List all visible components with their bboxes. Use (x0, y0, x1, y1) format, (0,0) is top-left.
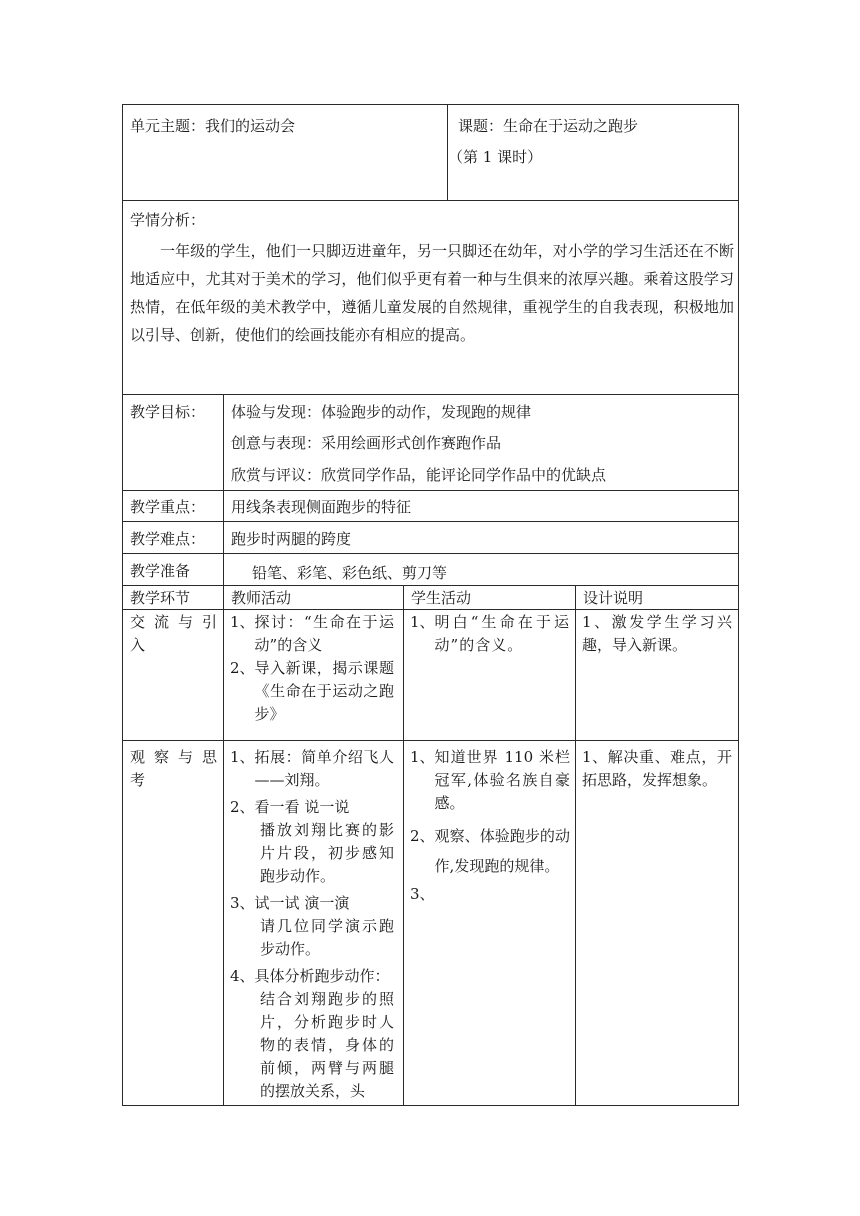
preparation-label: 教学准备 (130, 562, 191, 580)
lesson-period: （第 1 课时） (448, 148, 543, 166)
list-item: 1、 拓展：简单介绍飞人——刘翔。 (230, 748, 394, 789)
col-header-teacher: 教师活动 (231, 589, 292, 607)
table-border (122, 553, 739, 554)
list-item: 3、 试一试 演一演 (230, 894, 350, 912)
row-stage: 观 察 与 思 考 (130, 748, 218, 789)
analysis-label: 学情分析： (130, 211, 206, 229)
analysis-text: 一年级的学生，他们一只脚迈进童年，另一只脚还在幼年，对小学的学习生活还在不断地适应中，尤其对于美术的学习，他们似乎更有着一种与生俱来的浓厚兴趣。乘着这股学习热情，在低年级的美术教学中，遵循儿童发展的自然规律，重视学生的自我表现，积极地加以引导、创新，使他们的绘画技能亦有相应的提高。 (130, 242, 734, 344)
table-border (122, 104, 123, 1106)
goal-item: 欣赏与评议：欣赏同学作品，能评论同学作品中的优缺点 (231, 466, 607, 484)
list-item: 2、 观察、体验跑步的动作,发现跑的规律。 (410, 827, 570, 875)
list-item: 1、 探讨：“生命在于运动”的含义 (230, 613, 394, 654)
unit-theme: 单元主题：我们的运动会 (130, 117, 296, 135)
row-design-note: 1、解决重、难点，开拓思路，发挥想象。 (582, 748, 732, 789)
lesson-plan-table (122, 104, 739, 1106)
lesson-title: 课题：生命在于运动之跑步 (458, 117, 639, 135)
col-header-design: 设计说明 (583, 589, 644, 607)
col-header-stage: 教学环节 (130, 589, 191, 607)
table-border (223, 394, 224, 585)
preparation-text: 铅笔、彩笔、彩色纸、剪刀等 (252, 564, 448, 582)
col-header-student: 学生活动 (411, 589, 472, 607)
table-border (122, 609, 739, 610)
row-stage: 交 流 与 引 入 (130, 613, 218, 654)
table-border (122, 200, 739, 201)
table-border (223, 585, 224, 1105)
difficulty-text: 跑步时两腿的跨度 (231, 530, 352, 548)
row-student-activity (410, 746, 570, 906)
table-border (122, 740, 739, 741)
table-border (122, 585, 739, 586)
table-border (122, 394, 739, 395)
list-item: 2、 导入新课，揭示课题《生命在于运动之跑步》 (230, 659, 394, 723)
list-item: 1、 知道世界 110 米栏冠军,体验名族自豪感。 (410, 748, 570, 812)
list-item: 2、 看一看 说一说 (230, 798, 350, 816)
table-border (575, 585, 576, 1105)
row-design-note: 1、激发学生学习兴趣，导入新课。 (582, 613, 732, 654)
key-point-text: 用线条表现侧面跑步的特征 (231, 498, 412, 516)
key-point-label: 教学重点： (130, 498, 206, 516)
row-student-activity (410, 611, 570, 657)
list-item: 播放刘翔比赛的影片片段，初步感知跑步动作。 (260, 821, 394, 885)
list-item: 3、 (410, 885, 435, 903)
table-border (122, 521, 739, 522)
goals-label: 教学目标： (130, 403, 206, 421)
table-border (122, 490, 739, 491)
row-teacher-activity (230, 611, 394, 726)
difficulty-label: 教学难点： (130, 530, 206, 548)
list-item: 请几位同学演示跑步动作。 (260, 917, 394, 958)
row-teacher-activity (230, 746, 394, 1103)
goal-item: 体验与发现：体验跑步的动作，发现跑的规律 (231, 403, 532, 421)
goal-item: 创意与表现：采用绘画形式创作赛跑作品 (231, 434, 502, 452)
list-item: 1、 明白“生命在于运动”的含义。 (410, 613, 570, 654)
table-border (738, 104, 739, 1106)
list-item: 结合刘翔跑步的照片，分析跑步时人物的表情，身体的前倾，两臂与两腿的摆放关系，头 (260, 990, 394, 1100)
list-item: 4、 具体分析跑步动作： (230, 967, 390, 985)
table-border (403, 585, 404, 1105)
table-border (122, 1105, 739, 1106)
table-border (122, 104, 739, 105)
